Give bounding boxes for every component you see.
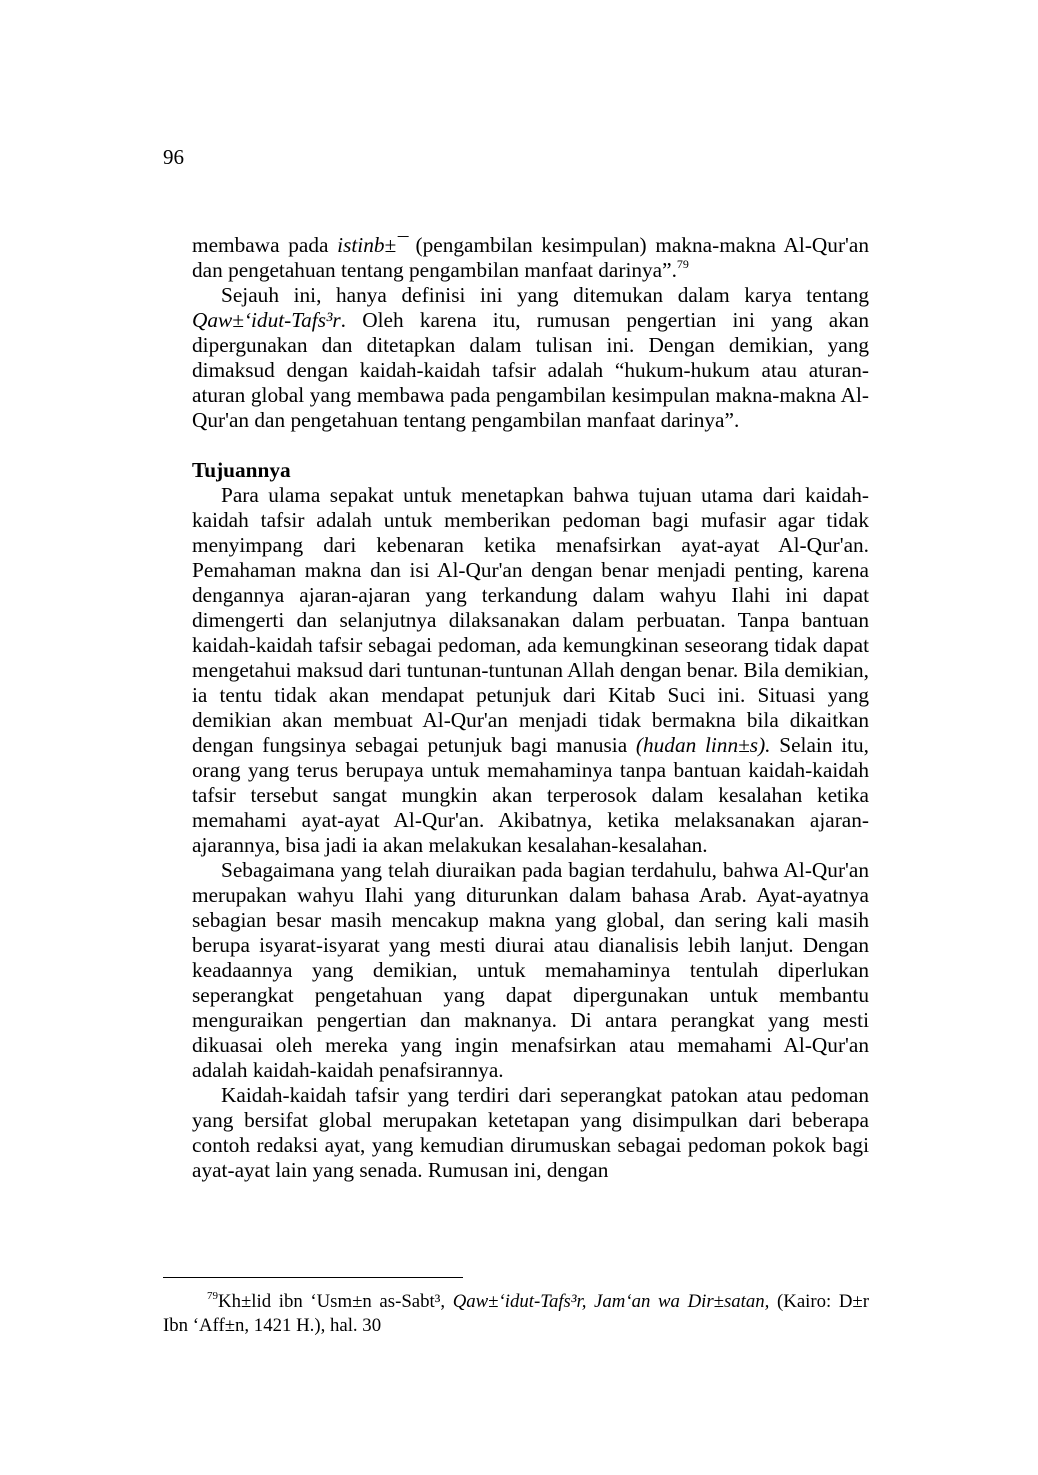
arabic-phrase: (hudan linn±s). — [635, 733, 771, 757]
footnote-number: 79 — [207, 1290, 218, 1302]
footnote-book-title: Qaw±‘idut-Tafs³r, Jam‘an wa Dir±satan, — [452, 1291, 770, 1312]
paragraph-5: Kaidah-kaidah tafsir yang terdiri dari seperangkat patokan atau pedoman yang bersifat global merupakan ketetapan yang disimpulkan dari beberapa contoh redaksi ayat, yang kemudian dirumuskan sebagai pedoman pokok bagi ayat-ayat lain yang senada. Rumusan ini, dengan — [192, 1083, 869, 1182]
paragraph-2: Sejauh ini, hanya definisi ini yang ditemukan dalam karya tentang Qaw±‘idut-Tafs³r. Oleh karena itu, rumusan pengertian ini yang akan dipergunakan dan ditetapkan dalam tulisan ini. Dengan demikian, yang dimaksud dengan kaidah-kaidah tafsir adalah “hukum-hukum atau aturan-aturan global yang membawa pada pengambilan kesimpulan makna-makna Al-Qur'an dan pengetahuan tentang pengambilan manfaat darinya”. — [192, 283, 869, 432]
paragraph-3: Para ulama sepakat untuk menetapkan bahwa tujuan utama dari kaidah-kaidah tafsir adalah untuk memberikan pedoman bagi mufasir agar tidak menyimpang dari kebenaran ketika menafsirkan ayat-ayat Al-Qur'an. Pemahaman makna dan isi Al-Qur'an dengan benar menjadi penting, karena dengannya ajaran-ajaran yang terkandung dalam wahyu Ilahi ini dapat dimengerti dan selanjutnya dilaksanakan dalam perbuatan. Tanpa bantuan kaidah-kaidah tafsir sebagai pedoman, ada kemungkinan seseorang tidak dapat mengetahui maksud dari tuntunan-tuntunan Allah dengan benar. Bila demikian, ia tentu tidak akan mendapat petunjuk dari Kitab Suci ini. Situasi yang demikian akan membuat Al-Qur'an menjadi tidak bermakna bila dikaitkan dengan fungsinya sebagai petunjuk bagi manusia (hudan linn±s). Selain itu, orang yang terus berupaya untuk memahaminya tanpa bantuan kaidah-kaidah tafsir tersebut sangat mungkin akan terperosok dalam kesalahan ketika memahami ayat-ayat Al-Qur'an. Akibatnya, ketika melaksanakan ajaran-ajarannya, bisa jadi ia akan melakukan kesalahan-kesalahan. — [192, 483, 869, 857]
footnote-ref: 79 — [676, 257, 689, 271]
body-text — [192, 233, 869, 1183]
book-title: Qaw±‘idut-Tafs³r — [192, 308, 341, 332]
footnote-divider — [163, 1277, 463, 1278]
paragraph-4: Sebagaimana yang telah diuraikan pada bagian terdahulu, bahwa Al-Qur'an merupakan wahyu Ilahi yang diturunkan dalam bahasa Arab. Ayat-ayatnya sebagian besar masih mencakup makna yang global, dan sering kali masih berupa isyarat-isyarat yang mesti diurai atau dianalisis lebih lanjut. Dengan keadaannya yang demikian, untuk memahaminya tentulah diperlukan seperangkat pengetahuan yang dapat dipergunakan untuk membantu menguraikan pengertian dan maknanya. Di antara perangkat yang mesti dikuasai oleh mereka yang ingin menafsirkan atau memahami Al-Qur'an adalah kaidah-kaidah penafsirannya. — [192, 858, 869, 1082]
section-heading: Tujuannya — [192, 458, 291, 482]
transliteration-term: istinb±¯ — [337, 233, 407, 257]
paragraph-1: membawa pada istinb±¯ (pengambilan kesimpulan) makna-makna Al-Qur'an dan pengetahuan tentang pengambilan manfaat darinya”.$^{79}$ — [192, 233, 869, 282]
footnote: $^{79}$Kh±lid ibn ‘Usm±n as-Sabt³, Qaw±‘idut-Tafs³r, Jam‘an wa Dir±satan, (Kairo: D±r Ibn ‘Aff±n, 1421 H.), hal. 30 — [163, 1290, 869, 1336]
page-number: 96 — [163, 145, 184, 169]
